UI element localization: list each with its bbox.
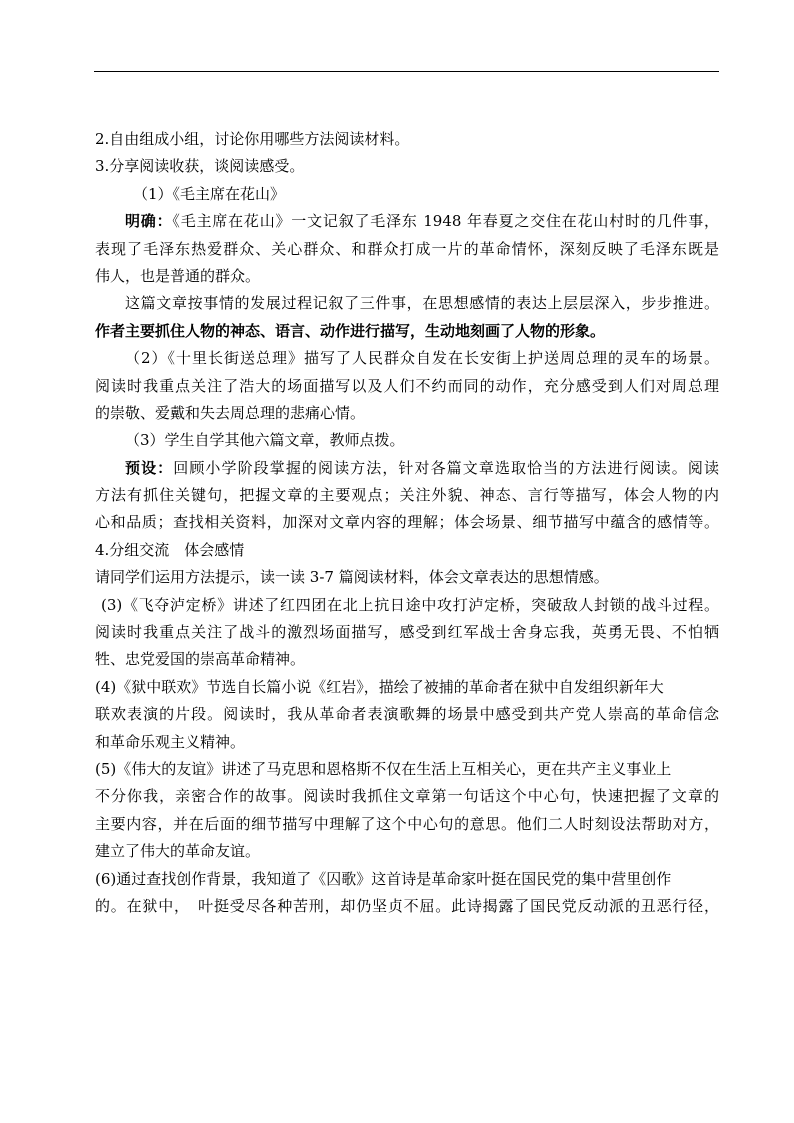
- paragraph-line: 联欢表演的片段。阅读时，我从革命者表演歌舞的场景中感受到共产党人崇高的革命信念: [95, 705, 719, 724]
- paragraph-line: (3)《飞夺泸定桥》讲述了红四团在北上抗日途中攻打泸定桥，突破敌人封锁的战斗过程。: [101, 595, 719, 614]
- paragraph-line: 和革命乐观主义精神。: [95, 732, 246, 751]
- paragraph-line: 阅读时我重点关注了战斗的激烈场面描写，感受到红军战士舍身忘我，英勇无畏、不怕牺: [95, 623, 719, 642]
- step-4-line: 4.分组交流 体会感情: [95, 540, 245, 559]
- paragraph-line: (5)《伟大的友谊》讲述了马克思和恩格斯不仅在生活上互相关心，更在共产主义事业上: [95, 759, 672, 778]
- paragraph-line: (6)通过查找创作背景，我知道了《囚歌》这首诗是革命家叶挺在国民党的集中营里创作: [95, 869, 672, 888]
- paragraph-line: 请同学们运用方法提示，读一读 3-7 篇阅读材料，体会文章表达的思想情感。: [95, 568, 609, 587]
- paragraph-line: 方法有抓住关键句，把握文章的主要观点；关注外貌、神态、言行等描写，体会人物的内: [95, 486, 719, 505]
- paragraph-line: 心和品质；查找相关资料，加深对文章内容的理解；体会场景、细节描写中蕴含的感情等。: [95, 513, 719, 532]
- lead-label: 预设：: [125, 458, 174, 477]
- paragraph-line: 这篇文章按事情的发展过程记叙了三件事，在思想感情的表达上层层深入，步步推进。: [125, 294, 719, 313]
- paragraph-line: 不分你我，亲密合作的故事。阅读时我抓住文章第一句话这个中心句，快速把握了文章的: [95, 787, 719, 806]
- paragraph-line: [95, 455, 719, 482]
- step-2-line: 2.自由组成小组，讨论你用哪些方法阅读材料。: [95, 130, 410, 148]
- item-3-line: （3）学生自学其他六篇文章，教师点拨。: [125, 431, 405, 450]
- paragraph-line: 主要内容，并在后面的细节描写中理解了这个中心句的意思。他们二人时刻设法帮助对方，: [95, 814, 719, 833]
- paragraph-line: 的崇敬、爱戴和失去周总理的悲痛心情。: [95, 403, 366, 422]
- header-rule: [94, 71, 719, 72]
- paragraph-line: 建立了伟大的革命友谊。: [95, 842, 261, 861]
- step-3-line: 3.分享阅读收获，谈阅读感受。: [95, 157, 305, 176]
- paragraph-line: 的。在狱中， 叶挺受尽各种苦刑，却仍坚贞不屈。此诗揭露了国民党反动派的丑恶行径，: [95, 896, 719, 915]
- document-body: [95, 126, 719, 920]
- paragraph-line: 牲、忠党爱国的崇高革命精神。: [95, 650, 306, 669]
- lead-label: 明确：: [125, 212, 173, 231]
- paragraph-line: [95, 208, 719, 235]
- paragraph-line: 表现了毛泽东热爱群众、关心群众、和群众打成一片的革命情怀，深刻反映了毛泽东既是: [95, 239, 719, 258]
- bold-summary-line: 作者主要抓住人物的神态、语言、动作进行描写，生动地刻画了人物的形象。: [95, 321, 606, 340]
- paragraph-line: 伟人，也是普通的群众。: [95, 266, 261, 285]
- paragraph-line: (4)《狱中联欢》节选自长篇小说《红岩》，描绘了被捕的革命者在狱中自发组织新年大: [95, 677, 664, 696]
- line-text: 回顾小学阶段掌握的阅读方法，针对各篇文章选取恰当的方法进行阅读。阅读: [173, 458, 719, 477]
- line-text: 《毛主席在花山》一文记叙了毛泽东 1948 年春夏之交住在花山村时的几件事，: [172, 212, 719, 231]
- item-1-heading: （1）《毛主席在花山》: [133, 184, 286, 203]
- item-2-line: （2）《十里长街送总理》描写了人民群众自发在长安街上护送周总理的灵车的场景。: [125, 349, 719, 368]
- paragraph-line: 阅读时我重点关注了浩大的场面描写以及人们不约而同的动作，充分感受到人们对周总理: [95, 376, 719, 395]
